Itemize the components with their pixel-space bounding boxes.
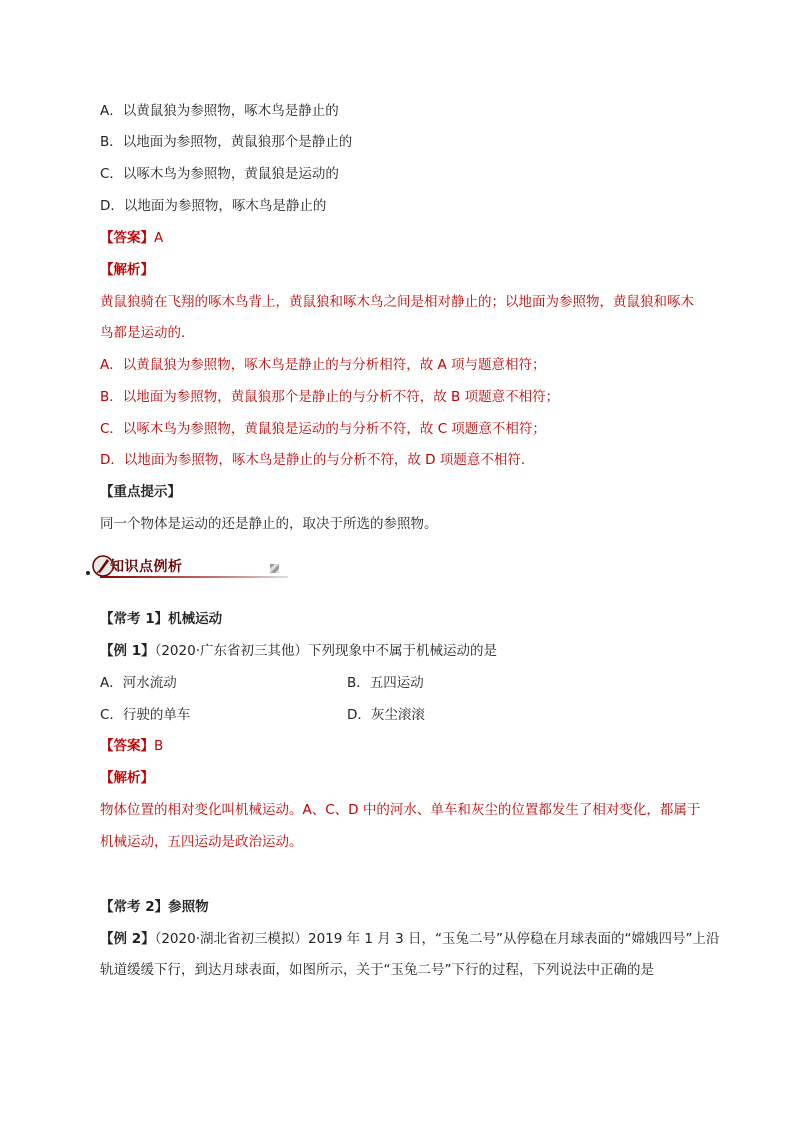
c2-title: 【常考 2】参照物 [100,899,209,915]
q1-option-d: D．以地面为参照物，啄木鸟是静止的 [100,198,327,214]
q1-analysis-line: 黄鼠狼骑在飞翔的啄木鸟背上，黄鼠狼和啄木鸟之间是相对静止的；以地面为参照物，黄鼠狼和啄木 [100,294,694,310]
section-badge-title: 知识点例析 [110,559,183,575]
ex1-option-b: B．五四运动 [347,675,424,691]
ex1-label: 【例 1】 [100,643,155,659]
ex1-option-d: D．灰尘滚滚 [347,707,425,723]
answer-label: 【答案】 [100,738,154,754]
q1-analysis-line: A．以黄鼠狼为参照物，啄木鸟是静止的与分析相符，故 A 项与题意相符； [100,357,546,373]
ex1-analysis-line: 物体位置的相对变化叫机械运动。A、C、D 中的河水、单车和灰尘的位置都发生了相对变化，都属于 [100,802,701,818]
q1-analysis-line: C．以啄木鸟为参照物，黄鼠狼是运动的与分析不符，故 C 项题意不相符； [100,421,546,437]
answer-label: 【答案】 [100,230,154,246]
answer-value: A [154,230,164,246]
ex1-question [100,642,497,660]
ex1-option-a: A．河水流动 [100,675,177,691]
c1-title: 【常考 1】机械运动 [100,611,223,627]
ex1-analysis-line: 机械运动，五四运动是政治运动。 [100,834,303,850]
section-badge [86,552,206,580]
ex2-text: （2020·湖北省初三模拟）2019 年 1 月 3 日，“玉兔二号”从停稳在月球表面的“嫦娥四号”上沿 [154,931,720,947]
badge-underline [100,576,288,578]
answer-value: B [154,738,164,754]
q1-analysis-line: B．以地面为参照物，黄鼠狼那个是静止的与分析不符，故 B 项题意不相符； [100,389,560,405]
key-point-text: 同一个物体是运动的还是静止的，取决于所选的参照物。 [100,516,438,532]
bullet-dot [86,571,90,575]
q1-option-a: A．以黄鼠狼为参照物，啄木鸟是静止的 [100,103,339,119]
ex1-answer [100,737,163,755]
q1-answer [100,229,163,247]
ex2-label: 【例 2】 [100,931,155,947]
ex1-option-c: C．行驶的单车 [100,707,191,723]
q1-analysis-line: 鸟都是运动的． [100,325,195,341]
ex1-analysis-label: 【解析】 [100,770,154,786]
ex2-question [100,930,719,948]
badge-pattern-icon [270,564,279,573]
q1-option-c: C．以啄木鸟为参照物，黄鼠狼是运动的 [100,166,339,182]
q1-analysis-label: 【解析】 [100,262,154,278]
key-point-label: 【重点提示】 [100,484,181,500]
q1-analysis-line: D．以地面为参照物，啄木鸟是静止的与分析不符，故 D 项题意不相符． [100,452,535,468]
q1-option-b: B．以地面为参照物，黄鼠狼那个是静止的 [100,134,353,150]
ex2-text-line: 轨道缓缓下行，到达月球表面，如图所示，关于“玉兔二号”下行的过程，下列说法中正确的是 [100,962,654,978]
ex1-text: （2020·广东省初三其他）下列现象中不属于机械运动的是 [154,643,497,659]
